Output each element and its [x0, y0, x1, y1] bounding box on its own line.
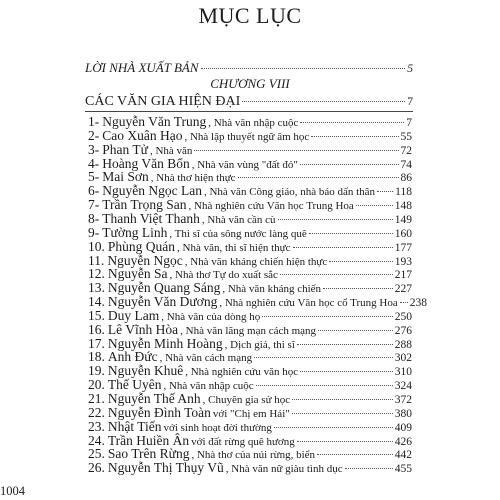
- toc-entry-number: 22.: [88, 404, 105, 420]
- toc-entry-number: 2-: [88, 127, 100, 143]
- toc-entry-name: Nguyễn Thế Anh: [107, 391, 201, 406]
- dot-leader: [317, 454, 393, 455]
- dot-leader: [292, 413, 393, 414]
- toc-entry-number: 8-: [88, 210, 100, 226]
- toc-entry-name: Sao Trên Rừng: [107, 446, 190, 462]
- toc-entry-number: 4-: [88, 155, 100, 171]
- dot-leader: [300, 371, 393, 372]
- toc-entry-name: Mai Sơn: [102, 169, 149, 185]
- toc-entry-description: , Nhà văn nhập cuộc: [208, 117, 299, 129]
- dot-leader: [318, 330, 393, 331]
- toc-entry-description: , Dịch giả, thi sĩ: [224, 338, 295, 351]
- toc-entry-name: Nguyễn Minh Hoàng: [107, 335, 223, 351]
- toc-entry-number: 11.: [88, 252, 105, 268]
- toc-entry-name: Nguyễn Ngọc Lan: [102, 183, 202, 199]
- toc-entry-name: Nguyễn Ngọc: [107, 252, 183, 268]
- toc-entry-page: 148: [394, 200, 412, 213]
- toc-entry-description: , Nhà văn, thi sĩ hiện thực: [177, 241, 291, 254]
- toc-entry-page: 372: [394, 394, 412, 406]
- toc-entry-description: , Nhà văn kháng chiến hiện thực: [184, 255, 328, 268]
- dot-leader: [194, 150, 398, 151]
- toc-entry-page: 380: [394, 407, 412, 420]
- toc-entry-name: Thanh Việt Thanh: [102, 210, 200, 226]
- toc-entry-number: 25.: [88, 446, 105, 462]
- dot-leader: [300, 122, 404, 123]
- dot-leader: [238, 177, 399, 178]
- toc-entry-description: , Nhà văn lãng mạn cách mạng: [180, 324, 317, 337]
- toc-entry-page: 149: [394, 213, 412, 226]
- toc-entry-description: , Nhà thơ Tự do xuất sắc: [169, 269, 278, 282]
- toc-entry-number: 13.: [88, 280, 105, 296]
- toc-entry-name: Nguyễn Đình Toàn: [107, 404, 211, 420]
- toc-entry-number: 7-: [88, 197, 100, 213]
- toc-entry-description: , Thi sĩ của sông nước làng quê: [169, 227, 307, 240]
- footer-page-number: 1004: [0, 484, 25, 498]
- dot-leader: [311, 136, 398, 137]
- toc-entry-number: 26.: [88, 460, 105, 476]
- section-divider: [85, 111, 413, 112]
- toc-entry-description: , Nhà văn cần cù: [201, 213, 276, 226]
- toc-entry-description: với đất rừng quê hương: [191, 435, 295, 448]
- toc-entry-name: Phan Tử: [102, 141, 148, 157]
- toc-entry-description: , Nhà thơ của núi rừng, biển: [191, 449, 316, 462]
- toc-entry-number: 24.: [88, 432, 105, 448]
- toc-entry-number: 1-: [88, 114, 100, 129]
- toc-entry-page: 177: [394, 241, 412, 254]
- toc-entry-description: , Chuyên gia sử học: [202, 394, 291, 406]
- toc-entry-page: 74: [400, 158, 412, 171]
- toc-entry-page: 86: [400, 172, 412, 185]
- toc-entry-description: , Nhà thơ hiện thực: [150, 172, 236, 185]
- toc-entry-page: 238: [409, 297, 427, 310]
- toc-entry-description: , Nhà văn: [149, 144, 193, 157]
- dot-leader: [323, 288, 393, 289]
- toc-entry[interactable]: [88, 460, 412, 478]
- toc-entry-description: , Nhà văn của dòng họ: [161, 310, 261, 323]
- toc-entry-title: LỜI NHÀ XUẤT BẢN: [85, 60, 199, 75]
- dot-leader: [201, 68, 406, 69]
- dot-leader: [297, 441, 393, 442]
- toc-entry-number: 15.: [88, 307, 105, 323]
- dot-leader: [345, 468, 393, 469]
- dot-leader: [274, 427, 393, 428]
- toc-entry-page: 217: [394, 269, 412, 282]
- toc-section[interactable]: [85, 94, 413, 110]
- toc-publisher-note[interactable]: [85, 60, 413, 76]
- toc-entry-name: Nguyễn Văn Dương: [107, 294, 218, 310]
- toc-entry-description: , Nhà lập thuyết ngữ âm học: [184, 130, 310, 143]
- dot-leader: [356, 205, 393, 206]
- toc-entry-name: Cao Xuân Hạo: [102, 127, 183, 143]
- toc-entry-name: Nguyễn Khuê: [107, 363, 184, 379]
- chapter-heading: CHƯƠNG VIII: [210, 76, 290, 91]
- dot-leader: [262, 316, 393, 317]
- toc-entry-page: 227: [394, 283, 412, 296]
- toc-entry-page: 160: [394, 227, 412, 240]
- toc-entry-page: 302: [394, 352, 412, 365]
- toc-entry-number: 5-: [88, 169, 100, 185]
- toc-entry-page: 310: [394, 366, 412, 379]
- toc-entry-name: Trần Trọng San: [102, 197, 187, 213]
- toc-entry-page: 250: [394, 310, 412, 323]
- dot-leader: [400, 302, 408, 303]
- toc-entry-number: 17.: [88, 335, 105, 351]
- toc-entry-description: với "Chị em Hải": [212, 407, 290, 420]
- toc-entry-description: với sinh hoạt đời thường: [163, 421, 272, 434]
- toc-entry-name: Trần Huiền Ân: [107, 432, 190, 448]
- toc-entry-name: Nhật Tiến: [107, 418, 162, 434]
- toc-entry-page: 288: [394, 338, 412, 351]
- toc-entry-page: 7: [406, 117, 412, 129]
- dot-leader: [278, 219, 393, 220]
- toc-entry-page: 409: [394, 421, 412, 434]
- toc-entry-number: 12.: [88, 266, 105, 282]
- toc-entry-description: , Nhà văn kháng chiến: [222, 283, 322, 296]
- toc-entry-page: 118: [395, 186, 412, 199]
- toc-entry-number: 18.: [88, 349, 105, 365]
- toc-entry-description: , Nhà nghiên cứu Văn học cổ Trung Hoa: [219, 297, 398, 310]
- toc-entry-number: 16.: [88, 321, 105, 337]
- dot-leader: [293, 247, 393, 248]
- toc-entry-page: 276: [394, 324, 412, 337]
- toc-entry-number: 14.: [88, 294, 105, 310]
- toc-entry-name: Nguyễn Thị Thụy Vũ: [107, 460, 224, 476]
- toc-entry-name: Duy Lam: [107, 307, 160, 323]
- dot-leader: [292, 399, 393, 400]
- toc-entry-name: Lê Vĩnh Hòa: [107, 321, 179, 337]
- toc-entry-number: 10.: [88, 238, 105, 254]
- dot-leader: [256, 385, 393, 386]
- toc-entry-number: 9-: [88, 224, 100, 240]
- toc-entry-description: , Nhà văn Công giáo, nhà báo dấn thân: [203, 186, 376, 199]
- dot-leader: [300, 164, 399, 165]
- page-title: MỤC LỤC: [198, 3, 302, 28]
- dot-leader: [280, 274, 393, 275]
- toc-entry-description: , Nhà nghiên cứu văn học: [185, 366, 299, 379]
- toc-entry-number: 20.: [88, 377, 105, 393]
- toc-entry-name: Anh Đức: [107, 349, 158, 365]
- toc-entry-description: , Nhà văn nữ giàu tình dục: [225, 463, 343, 476]
- toc-entry-number: 23.: [88, 418, 105, 434]
- toc-entry-name: Thế Uyên: [107, 377, 162, 393]
- toc-entry-page: 72: [400, 144, 412, 157]
- toc-entry-page: 426: [394, 435, 412, 448]
- dot-leader: [254, 357, 393, 358]
- toc-entry-number: 21.: [88, 391, 105, 406]
- toc-entry-page: 324: [394, 380, 412, 393]
- toc-entry-name: Phùng Quán: [107, 238, 175, 254]
- section-title: CÁC VĂN GIA HIỆN ĐẠI: [85, 94, 241, 109]
- toc-entry-number: 3-: [88, 141, 100, 157]
- toc-entry-page: 193: [394, 255, 412, 268]
- section-page: 7: [407, 96, 413, 108]
- toc-entry-name: Hoàng Văn Bổn: [102, 155, 190, 171]
- toc-entry-number: 19.: [88, 363, 105, 379]
- toc-entry-name: Nguyễn Sa: [107, 266, 168, 282]
- toc-entry-description: , Nhà văn cách mạng: [159, 352, 253, 365]
- toc-entry-page: 455: [394, 463, 412, 476]
- toc-entry-description: , Nhà văn nhập cuộc: [163, 380, 254, 393]
- toc-entry-name: Nguyễn Quang Sáng: [107, 280, 221, 296]
- toc-entry-page: 442: [394, 449, 412, 462]
- dot-leader: [297, 344, 393, 345]
- dot-leader: [329, 261, 393, 262]
- dot-leader: [242, 101, 405, 102]
- dot-leader: [309, 233, 393, 234]
- dot-leader: [377, 191, 393, 192]
- toc-entry-name: Tường Linh: [102, 224, 168, 240]
- toc-entry-name: Nguyễn Văn Trung: [102, 114, 207, 129]
- toc-entry-number: 6-: [88, 183, 100, 199]
- toc-entry-description: , Nhà văn vùng "đất đỏ": [191, 158, 298, 171]
- toc-entry-page: 55: [400, 130, 412, 143]
- toc-entry-page: 5: [407, 63, 413, 75]
- toc-entry-description: , Nhà nghiên cứu Văn học Trung Hoa: [188, 200, 354, 213]
